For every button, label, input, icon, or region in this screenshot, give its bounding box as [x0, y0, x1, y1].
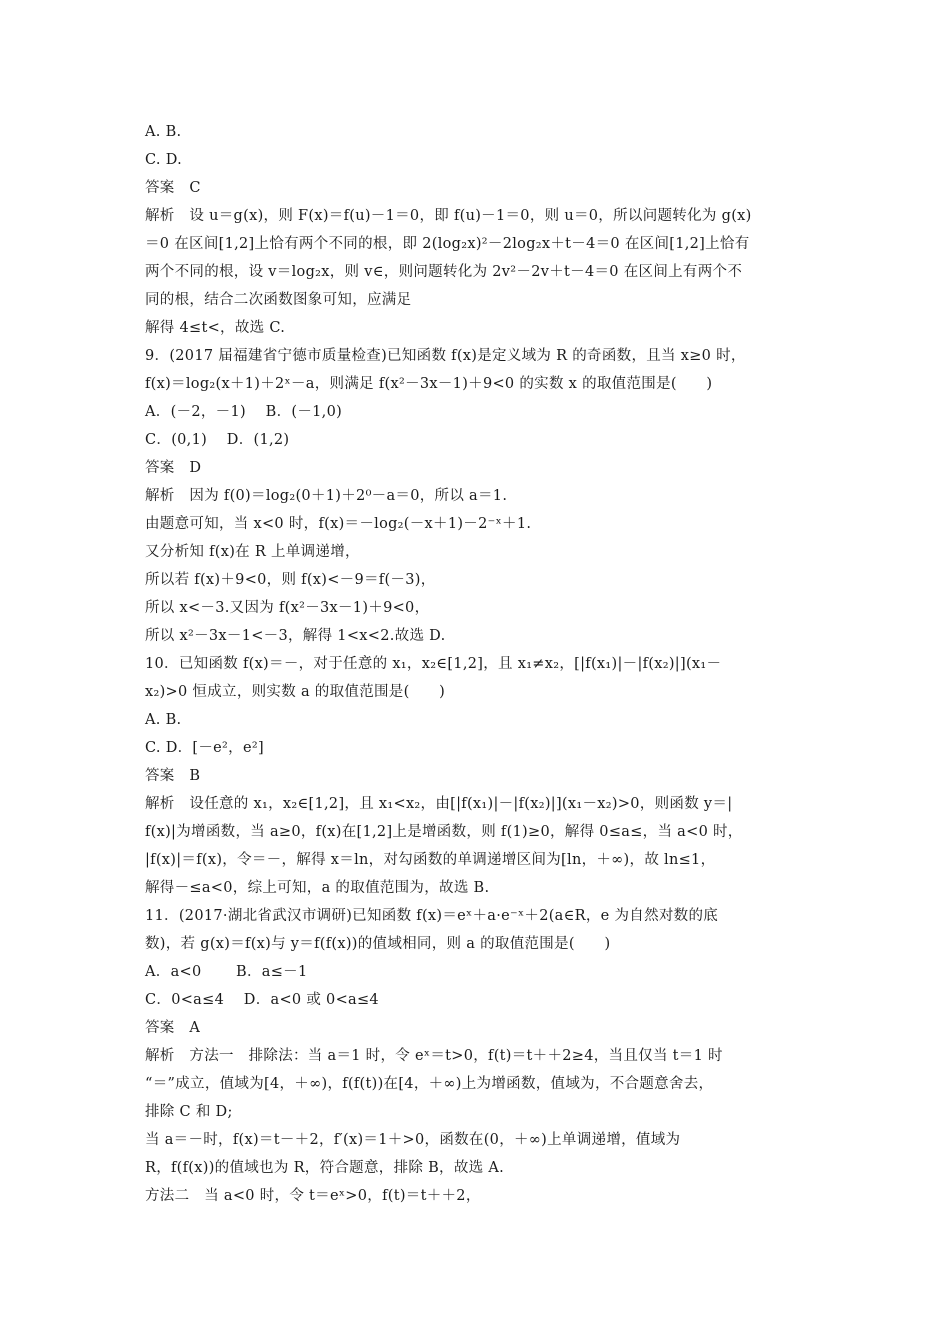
text-line: R，f(f(x))的值域也为 R，符合题意，排除 B，故选 A.: [145, 1160, 505, 1176]
text-line: 解析 方法一 排除法：当 a＝1 时，令 eˣ＝t>0，f(t)＝t＋＋2≥4，当且仅当 t＝1 时: [145, 1048, 723, 1064]
text-line: 当 a＝－时，f(x)＝t－＋2，f′(x)＝1＋>0，函数在(0，＋∞)上单调递增，值域为: [145, 1132, 681, 1148]
text-line: A. B.: [145, 712, 182, 728]
text-line: x₂)>0 恒成立，则实数 a 的取值范围是( ): [145, 684, 446, 700]
text-line: 解析 设 u＝g(x)，则 F(x)＝f(u)－1＝0，即 f(u)－1＝0，则 u＝0，所以问题转化为 g(x): [145, 208, 752, 224]
text-line: C．(0,1) D．(1,2): [145, 432, 290, 448]
text-line: 9．(2017 届福建省宁德市质量检查)已知函数 f(x)是定义域为 R 的奇函数，且当 x≥0 时，: [145, 348, 746, 364]
text-line: C. D．[－e²，e²]: [145, 740, 264, 756]
text-line: A．(－2，－1) B．(－1,0): [145, 404, 343, 420]
text-line: 11．(2017·湖北省武汉市调研)已知函数 f(x)＝eˣ＋a·e⁻ˣ＋2(a∈R，e 为自然对数的底: [145, 908, 719, 924]
text-line: 排除 C 和 D;: [145, 1104, 233, 1120]
text-line: A. B.: [145, 124, 182, 140]
text-line: 又分析知 f(x)在 R 上单调递增，: [145, 544, 360, 560]
text-line: 所以 x<－3.又因为 f(x²－3x－1)＋9<0，: [145, 600, 430, 616]
text-line: 解析 设任意的 x₁，x₂∈[1,2]，且 x₁<x₂，由[|f(x₁)|－|f(x₂)|](x₁－x₂)>0，则函数 y＝|: [145, 796, 733, 812]
text-line: 答案 B: [145, 768, 201, 784]
text-line: A．a<0 B．a≤－1: [145, 964, 308, 980]
text-line: “＝”成立，值域为[4，＋∞)，f(f(t))在[4，＋∞)上为增函数，值域为，不合题意舍去，: [145, 1076, 714, 1092]
text-line: 答案 D: [145, 460, 202, 476]
text-line: 10．已知函数 f(x)＝－，对于任意的 x₁，x₂∈[1,2]，且 x₁≠x₂，[|f(x₁)|－|f(x₂)|](x₁－: [145, 656, 722, 672]
text-line: 由题意可知，当 x<0 时，f(x)＝－log₂(－x＋1)－2⁻ˣ＋1.: [145, 516, 532, 532]
text-line: 答案 C: [145, 180, 201, 196]
text-line: f(x)＝log₂(x＋1)＋2ˣ－a，则满足 f(x²－3x－1)＋9<0 的实数 x 的取值范围是( ): [145, 376, 713, 392]
text-line: ＝0 在区间[1,2]上恰有两个不同的根，即 2(log₂x)²－2log₂x＋t－4＝0 在区间[1,2]上恰有: [145, 236, 750, 252]
text-line: 同的根，结合二次函数图象可知，应满足: [145, 292, 412, 308]
text-line: 答案 A: [145, 1020, 201, 1036]
text-line: C．0<a≤4 D．a<0 或 0<a≤4: [145, 992, 379, 1008]
text-line: 解得 4≤t<，故选 C.: [145, 320, 286, 336]
text-line: C. D.: [145, 152, 183, 168]
text-line: 所以 x²－3x－1<－3，解得 1<x<2.故选 D.: [145, 628, 446, 644]
text-line: 解析 因为 f(0)＝log₂(0＋1)＋2⁰－a＝0，所以 a＝1.: [145, 488, 508, 504]
text-line: 所以若 f(x)＋9<0，则 f(x)<－9＝f(－3)，: [145, 572, 436, 588]
text-line: 解得－≤a<0，综上可知，a 的取值范围为，故选 B.: [145, 880, 490, 896]
text-line: 方法二 当 a<0 时，令 t＝eˣ>0，f(t)＝t＋＋2，: [145, 1188, 481, 1204]
text-line: 两个不同的根，设 v＝log₂x，则 v∈，则问题转化为 2v²－2v＋t－4＝0 在区间上有两个不: [145, 264, 743, 280]
text-line: |f(x)|＝f(x)，令＝－，解得 x＝ln，对勾函数的单调递增区间为[ln，＋∞)，故 ln≤1，: [145, 852, 716, 868]
text-line: f(x)|为增函数，当 a≥0，f(x)在[1,2]上是增函数，则 f(1)≥0，解得 0≤a≤，当 a<0 时，: [145, 824, 743, 840]
text-line: 数)，若 g(x)＝f(x)与 y＝f(f(x))的值域相同，则 a 的取值范围是( ): [145, 936, 611, 952]
